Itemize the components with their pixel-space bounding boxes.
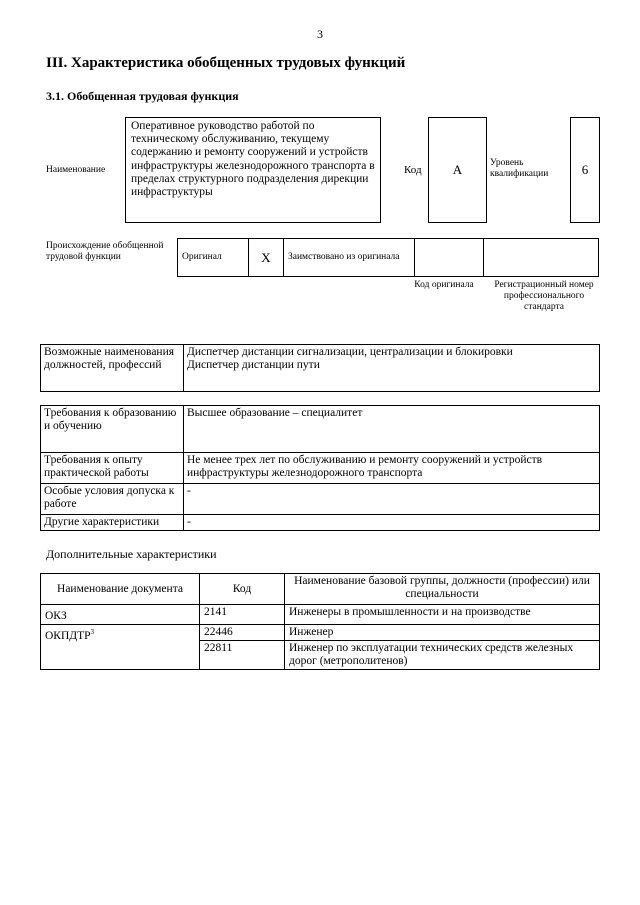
code-label: Код bbox=[404, 164, 422, 176]
positions-label: Возможные наименования должностей, профессий bbox=[41, 345, 184, 392]
req-label-experience: Требования к опыту практической работы bbox=[41, 453, 184, 484]
header-code: Код bbox=[200, 574, 285, 605]
row-code: 22446 bbox=[200, 624, 285, 640]
row-name: Инженер по эксплуатации технических средств железных дорог (метрополитенов) bbox=[285, 640, 600, 669]
row-name: Инженеры в промышленности и на производстве bbox=[285, 605, 600, 625]
reg-number-cell bbox=[484, 239, 599, 277]
positions-values bbox=[184, 345, 600, 392]
req-label-education: Требования к образованию и обучению bbox=[41, 406, 184, 453]
function-name-box: Оперативное руководство работой по техническому обслуживанию, текущему содержанию и ремонту сооружений и устройств инфраструктуры железнодорожного транспорта в пределах структурного подразделения дирекции инфраструктуры bbox=[125, 117, 381, 223]
level-label: Уровень квалификации bbox=[490, 158, 549, 179]
level-value-box: 6 bbox=[570, 117, 600, 223]
page-number: 3 bbox=[317, 27, 323, 41]
code-original-cell bbox=[415, 239, 484, 277]
header-document: Наименование документа bbox=[41, 574, 200, 605]
table-row bbox=[41, 624, 600, 640]
reg-number-caption: Регистрационный номер профессионального стандарта bbox=[494, 280, 594, 312]
req-value-special: - bbox=[184, 484, 600, 515]
positions-table bbox=[40, 344, 600, 392]
req-value-education: Высшее образование – специалитет bbox=[184, 406, 600, 453]
req-value-experience: Не менее трех лет по обслуживанию и ремонту сооружений и устройств инфраструктуры железнодорожного транспорта bbox=[184, 453, 600, 484]
table-row bbox=[41, 605, 600, 625]
header-name: Наименование базовой группы, должности (профессии) или специальности bbox=[285, 574, 600, 605]
origin-label: Происхождение обобщенной трудовой функции bbox=[46, 241, 164, 262]
code-original-caption: Код оригинала bbox=[414, 280, 474, 290]
additional-table bbox=[40, 573, 600, 670]
subsection-title: 3.1. Обобщенная трудовая функция bbox=[46, 89, 239, 103]
original-mark: X bbox=[249, 239, 284, 277]
row-doc: ОКПДТР$^3$ bbox=[41, 624, 200, 669]
code-value-box: А bbox=[428, 117, 487, 223]
name-label: Наименование bbox=[46, 165, 106, 175]
section-title: III. Характеристика обобщенных трудовых функций bbox=[46, 55, 406, 71]
borrowed-label: Заимствовано из оригинала bbox=[284, 239, 415, 277]
req-label-other: Другие характеристики bbox=[41, 515, 184, 531]
additional-title: Дополнительные характеристики bbox=[46, 547, 217, 561]
row-code: 22811 bbox=[200, 640, 285, 669]
requirements-table bbox=[40, 405, 600, 531]
row-name: Инженер bbox=[285, 624, 600, 640]
req-value-other: - bbox=[184, 515, 600, 531]
req-label-special: Особые условия допуска к работе bbox=[41, 484, 184, 515]
row-doc: ОКЗ bbox=[41, 605, 200, 625]
original-label: Оригинал bbox=[178, 239, 249, 277]
origin-table bbox=[177, 238, 599, 277]
position-item: Диспетчер дистанции сигнализации, централизации и блокировки bbox=[187, 346, 513, 358]
position-item: Диспетчер дистанции пути bbox=[187, 359, 320, 371]
row-code: 2141 bbox=[200, 605, 285, 625]
